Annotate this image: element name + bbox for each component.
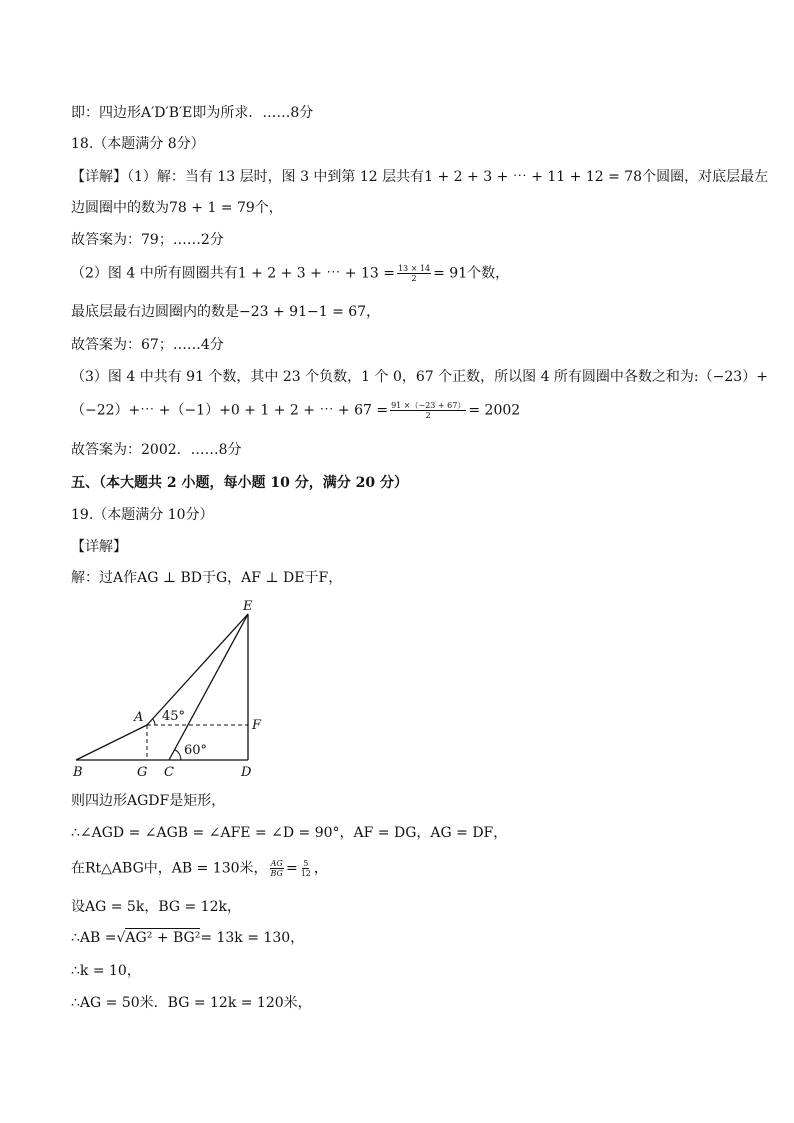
label-a: A <box>134 710 144 725</box>
q19-solution-line7: ∴k = 10， <box>71 963 141 979</box>
q19-solution-line1: 解：过A作AG ⊥ BD于G，AF ⊥ DE于F， <box>71 570 343 586</box>
q19-solution-line4 <box>71 859 328 878</box>
q19-detail-label: 【详解】 <box>71 539 127 555</box>
q19-text-ab: ∴AB = <box>71 930 117 946</box>
label-b: B <box>73 765 83 780</box>
label-angle-60: 60° <box>184 743 208 758</box>
q18-part3-text-b: = 2002 <box>468 402 521 419</box>
fraction-denominator: 12 <box>300 869 311 878</box>
q19-text-rt: 在Rt△ABG中，AB = 130米， <box>71 860 268 877</box>
q18-answer1: 故答案为：79；……2分 <box>71 232 224 248</box>
fraction-sum <box>390 401 466 420</box>
fraction-ag-bg <box>270 859 284 878</box>
sqrt-radicand: AG² + BG² <box>125 930 201 946</box>
q18-part2-text-a: （2）图 4 中所有圆圈共有1 + 2 + 3 + ⋯ + 13 = <box>71 265 395 282</box>
q19-solution-line6 <box>71 929 304 947</box>
label-d: D <box>241 765 252 780</box>
q18-answer2: 故答案为：67；……4分 <box>71 337 224 353</box>
q19-solution-line5: 设AG = 5k，BG = 12k， <box>71 899 241 915</box>
q18-part3-text-a: （−22）+⋯ +（−1）+0 + 1 + 2 + ⋯ + 67 = <box>71 402 389 419</box>
segment-ba <box>76 725 147 760</box>
line-conclusion-17: 即：四边形A′D′B′E即为所求．……8分 <box>71 105 314 121</box>
label-angle-45: 45° <box>162 709 186 724</box>
q18-part1-line1: 【详解】（1）解：当有 13 层时，图 3 中到第 12 层共有1 + 2 + 3 + ⋯ + 11 + 12 = 78个圆圈，对底层最左 <box>71 169 769 185</box>
fraction-denominator: 2 <box>411 274 417 283</box>
geometry-figure <box>71 594 286 784</box>
q19-text-ab-result: = 13k = 130， <box>200 930 305 946</box>
label-e: E <box>243 599 253 614</box>
fraction-numerator: 13 × 14 <box>397 264 431 273</box>
label-c: C <box>164 765 174 780</box>
sqrt-sign: √ <box>116 930 126 946</box>
label-f: F <box>252 718 262 733</box>
fraction-denominator: 2 <box>425 411 431 420</box>
fraction-numerator: AG <box>270 859 283 868</box>
fraction-13x14-over-2 <box>397 264 431 283</box>
q18-part3-line1: （3）图 4 中共有 91 个数，其中 23 个负数，1 个 0，67 个正数，所以图 4 所有圆圈中各数之和为:（−23）+ <box>71 369 768 385</box>
section-heading-5: 五、（本大题共 2 小题，每小题 10 分，满分 20 分） <box>71 475 408 491</box>
q18-part2-line1 <box>71 264 509 283</box>
q18-part1-line2: 边圆圈中的数为78 + 1 = 79个， <box>71 200 283 216</box>
angle-arc-a <box>153 719 156 725</box>
q18-answer3: 故答案为：2002．……8分 <box>71 442 242 458</box>
q19-solution-line8: ∴AG = 50米．BG = 12k = 120米， <box>71 995 312 1011</box>
angle-arc-c <box>175 750 181 761</box>
q19-eq: = <box>285 860 298 877</box>
q19-solution-line2: 则四边形AGDF是矩形， <box>71 793 226 809</box>
fraction-numerator: 5 <box>303 859 309 868</box>
fraction-denominator: BG <box>270 869 283 878</box>
q19-solution-line3: ∴∠AGD = ∠AGB = ∠AFE = ∠D = 90°，AF = DG，AG = DF， <box>71 825 508 841</box>
q18-part3-line2 <box>71 401 520 420</box>
fraction-numerator: 91 ×（−23 + 67） <box>391 401 466 410</box>
q18-part2-text-b: = 91个数， <box>433 265 510 282</box>
label-g: G <box>137 765 148 780</box>
q18-part2-line2: 最底层最右边圆圈内的数是−23 + 91−1 = 67， <box>71 304 381 320</box>
heading-q19: 19.（本题满分 10分） <box>71 507 214 523</box>
heading-q18: 18.（本题满分 8分） <box>71 136 205 152</box>
q19-comma: ， <box>313 860 328 877</box>
fraction-5-12 <box>300 859 312 878</box>
